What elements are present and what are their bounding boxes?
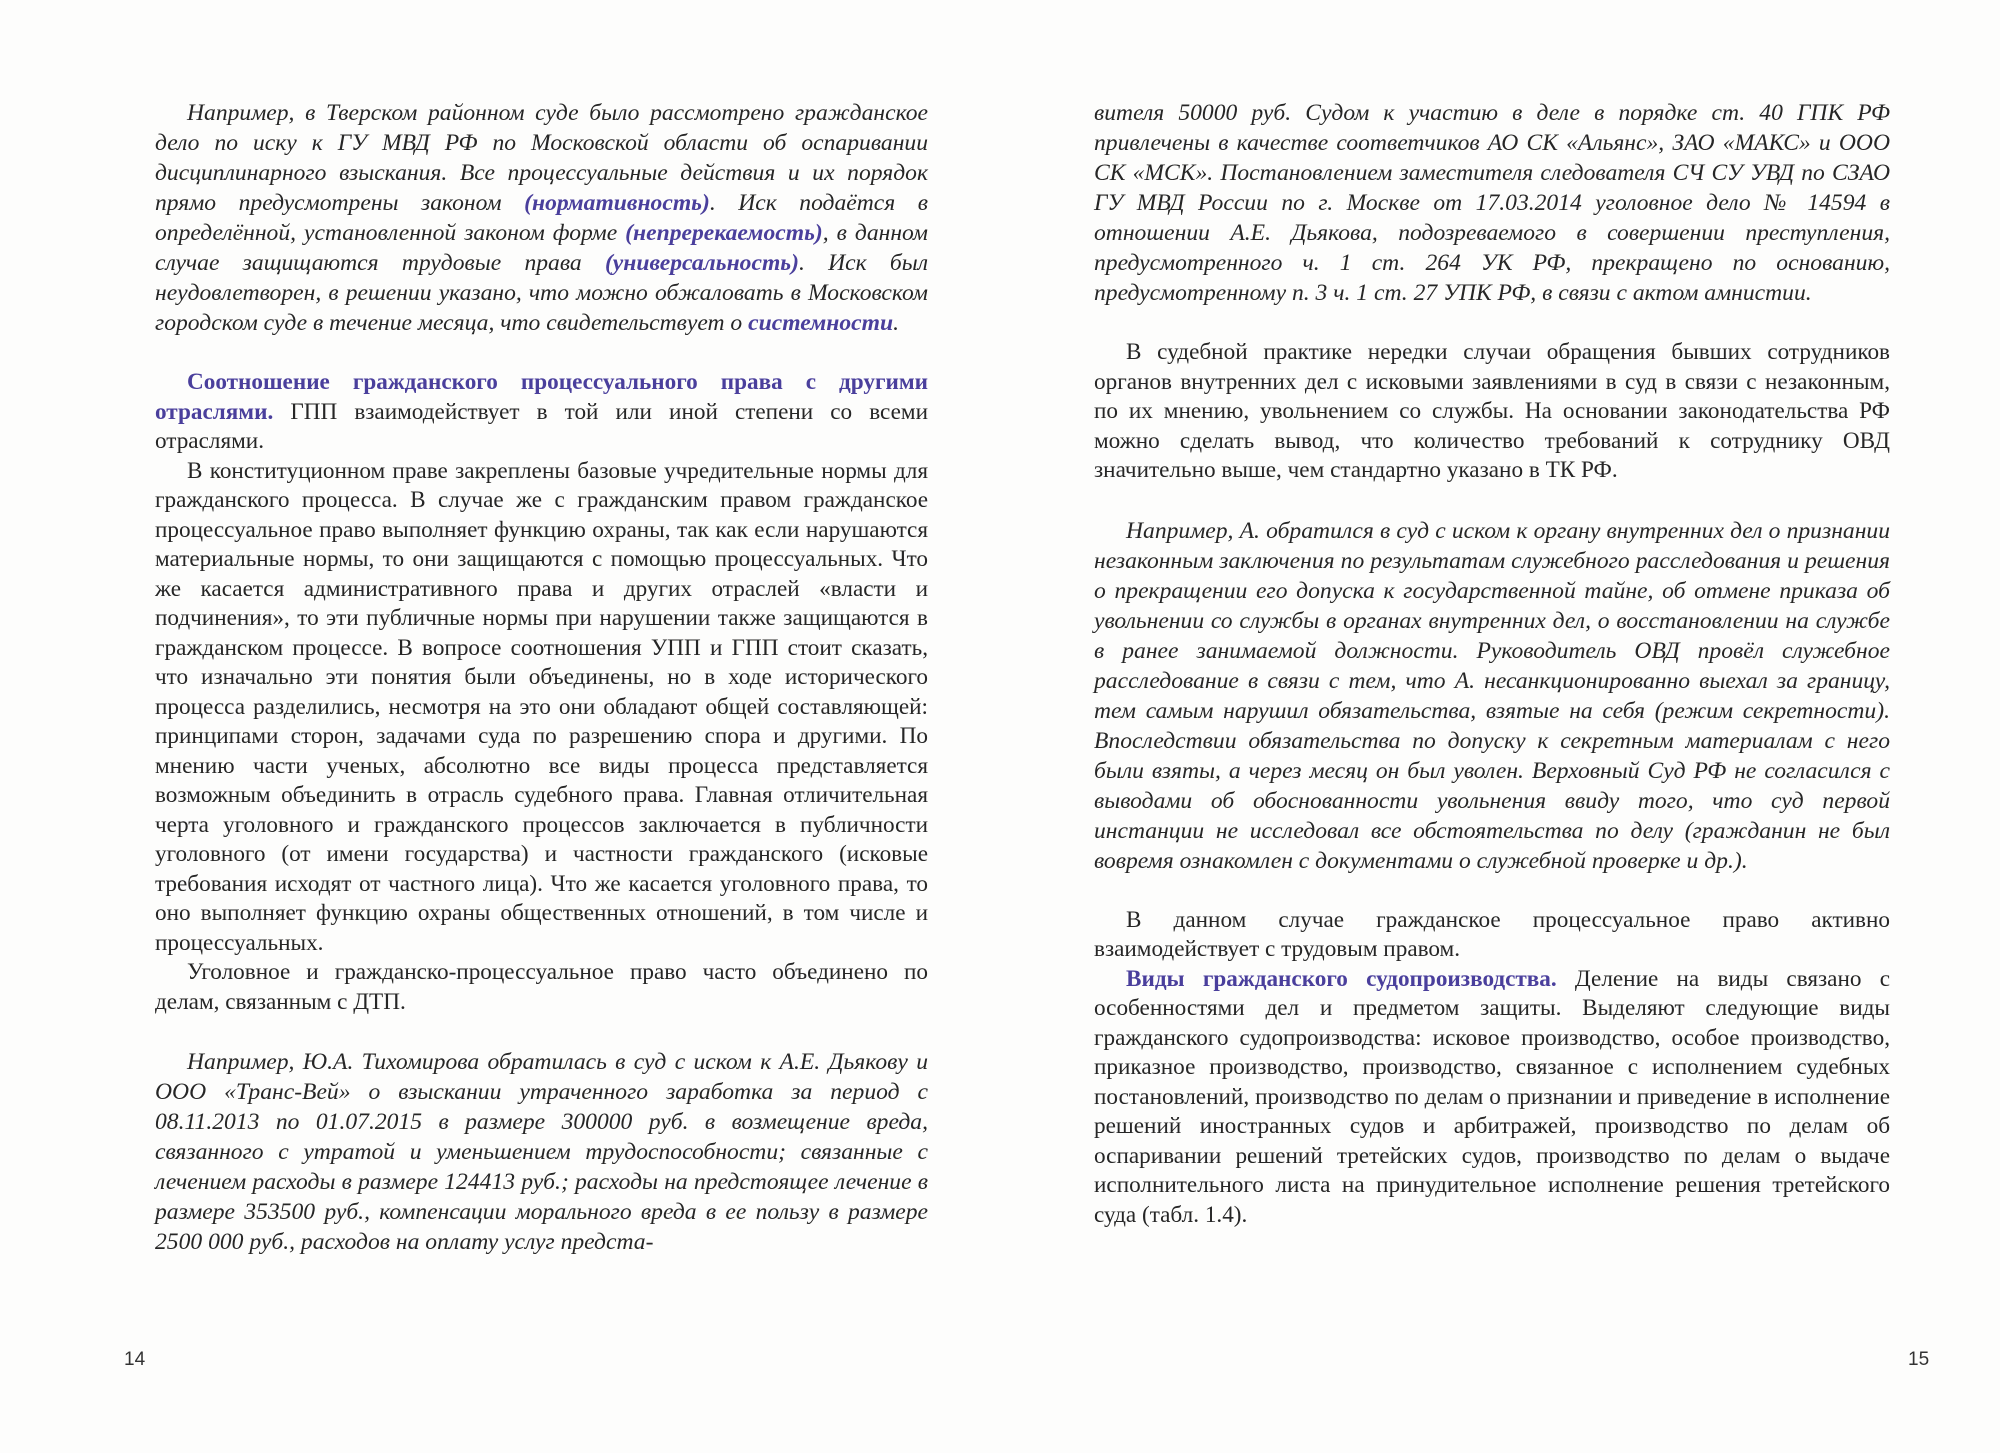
left-page-content [155, 98, 928, 1257]
right-page [1000, 0, 2000, 1453]
highlight-term: (непререкаемость) [625, 220, 823, 246]
section-lead-text: ГПП взаимодействует в той или иной степени со всеми отраслями. [155, 398, 928, 454]
example-ovd-dismissal: Например, А. обратился в суд с иском к органу внутренних дел о признании незаконным заключения по результатам служебного расследования и решения о прекращении его допуска к государственной тайне, об отмене приказа об увольнении со службы в органах внутренних дел, о восстановлении на службе в ранее занимаемой должности. Руководитель ОВД провёл служебное расследование в связи с тем, что А. несанкционированно выехал за границу, тем самым нарушил обязательства, взятые на себя (режим секретности). Впоследствии обязательства по допуску к секретным материалам с него были взяты, а через месяц он был уволен. Верховный Суд РФ не согласился с выводами об обоснованности увольнения ввиду того, что суд первой инстанции не исследовал все обстоятельства по делу (гражданин не был вовремя ознакомлен с документами о служебной проверке и др.). [1094, 517, 1890, 874]
body-paragraph: В данном случае гражданское процессуальное право активно взаимодействует с трудовым правом. [1094, 906, 1890, 962]
page-number: 14 [124, 1349, 146, 1370]
example-text: , в данном случае защищаются трудовые права [155, 220, 928, 276]
example-tikhomirova-continued: вителя 50000 руб. Судом к участию в деле в порядке ст. 40 ГПК РФ привлечены в качестве соответчиков АО СК «Альянс», ЗАО «МАКС» и ООО СК «МСК». Постановлением заместителя следователя СЧ СУ УВД по СЗАО ГУ МВД России по г. Москве от 17.03.2014 уголовное дело № 14594 в отношении А.Е. Дьякова, подозреваемого в совершении преступления, предусмотренного ч. 1 ст. 264 УК РФ, прекращено по основанию, предусмотренному п. 3 ч. 1 ст. 27 УПК РФ, в связи с актом амнистии. [1094, 100, 1890, 306]
section-heading: Виды гражданского судопроизводства. [1126, 965, 1557, 992]
highlight-term: (нормативность) [524, 190, 710, 216]
section-relations-paragraph [155, 368, 928, 457]
page-number: 15 [1908, 1349, 1930, 1370]
section-text: Деление на виды связано с особенностями дел и предметом защиты. Выделяют следующие виды гражданского судопроизводства: исковое производство, особое производство, приказное производство, производство, связанное с исполнением судебных постановлений, производство по делам о признании и приведение в исполнение решений иностранных судов и арбитражей, производство по делам об оспаривании решений третейских судов, производство по делам о выдаче исполнительного листа на принудительное исполнение решения третейского суда (табл. 1.4). [1094, 965, 1890, 1228]
example-text: . Иск был неудовлетворен, в решении указано, что можно обжаловать в Московском городском суде в течение месяца, что свидетельствует о [155, 250, 928, 336]
right-page-content [1094, 98, 1890, 1230]
highlight-term: (универсальность) [604, 250, 799, 276]
example-tverskoy-court [155, 98, 928, 338]
example-text: . [893, 310, 900, 336]
section-heading: Соотношение гражданского процессуального права с другими отраслями. [155, 369, 928, 425]
example-text: . Иск подаётся в определённой, установленной законом форме [155, 190, 928, 246]
highlight-term: системности [748, 310, 894, 336]
body-paragraph: Уголовное и гражданско-процессуальное право часто объединено по делам, связанным с ДТП. [155, 959, 928, 1015]
body-paragraph: В судебной практике нередки случаи обращения бывших сотрудников органов внутренних дел с исковыми заявлениями в суд в связи с незаконным, по их мнению, увольнением со службы. На основании законодательства РФ можно сделать вывод, что количество требований к сотруднику ОВД значительно выше, чем стандартно указано в ТК РФ. [1094, 339, 1890, 483]
example-text: Например, в Тверском районном суде было рассмотрено гражданское дело по иску к ГУ МВД РФ по Московской области об оспаривании дисциплинарного взыскания. Все процессуальные действия и их порядок прямо предусмотрены законом [155, 100, 928, 216]
example-tikhomirova: Например, Ю.А. Тихомирова обратилась в суд с иском к А.Е. Дьякову и ООО «Транс-Вей» о взыскании утраченного заработка за период с 08.11.2013 по 01.07.2015 в размере 300000 руб. в возмещение вреда, связанного с утратой и уменьшением трудоспособности; связанные с лечением расходы в размере 124413 руб.; расходы на предстоящее лечение в размере 353500 руб., компенсации морального вреда в ее пользу в размере 2500 000 руб., расходов на оплату услуг предста- [155, 1049, 928, 1255]
body-paragraph: В конституционном праве закреплены базовые учредительные нормы для гражданского процесса. В случае же с гражданским правом гражданское процессуальное право выполняет функцию охраны, так как если нарушаются материальные нормы, то они защищаются с помощью процессуальных. Что же касается административного права и других отраслей «власти и подчинения», то эти публичные нормы при нарушении также защищаются в гражданском процессе. В вопросе соотношения УПП и ГПП стоит сказать, что изначально эти понятия были объединены, но в ходе исторического процесса разделились, несмотря на это они обладают общей составляющей: принципами сторон, задачами суда по разрешению спора и другими. По мнению части ученых, абсолютно все виды процесса представляется возможным объединить в отрасль судебного права. Главная отличительная черта уголовного и гражданского процессов заключается в публичности уголовного (от имени государства) и частности гражданского (исковые требования исходят от частного лица). Что же касается уголовного права, то оно выполняет функцию охраны общественных отношений, в том числе и процессуальных. [155, 457, 928, 956]
section-types-paragraph [1094, 965, 1890, 1231]
